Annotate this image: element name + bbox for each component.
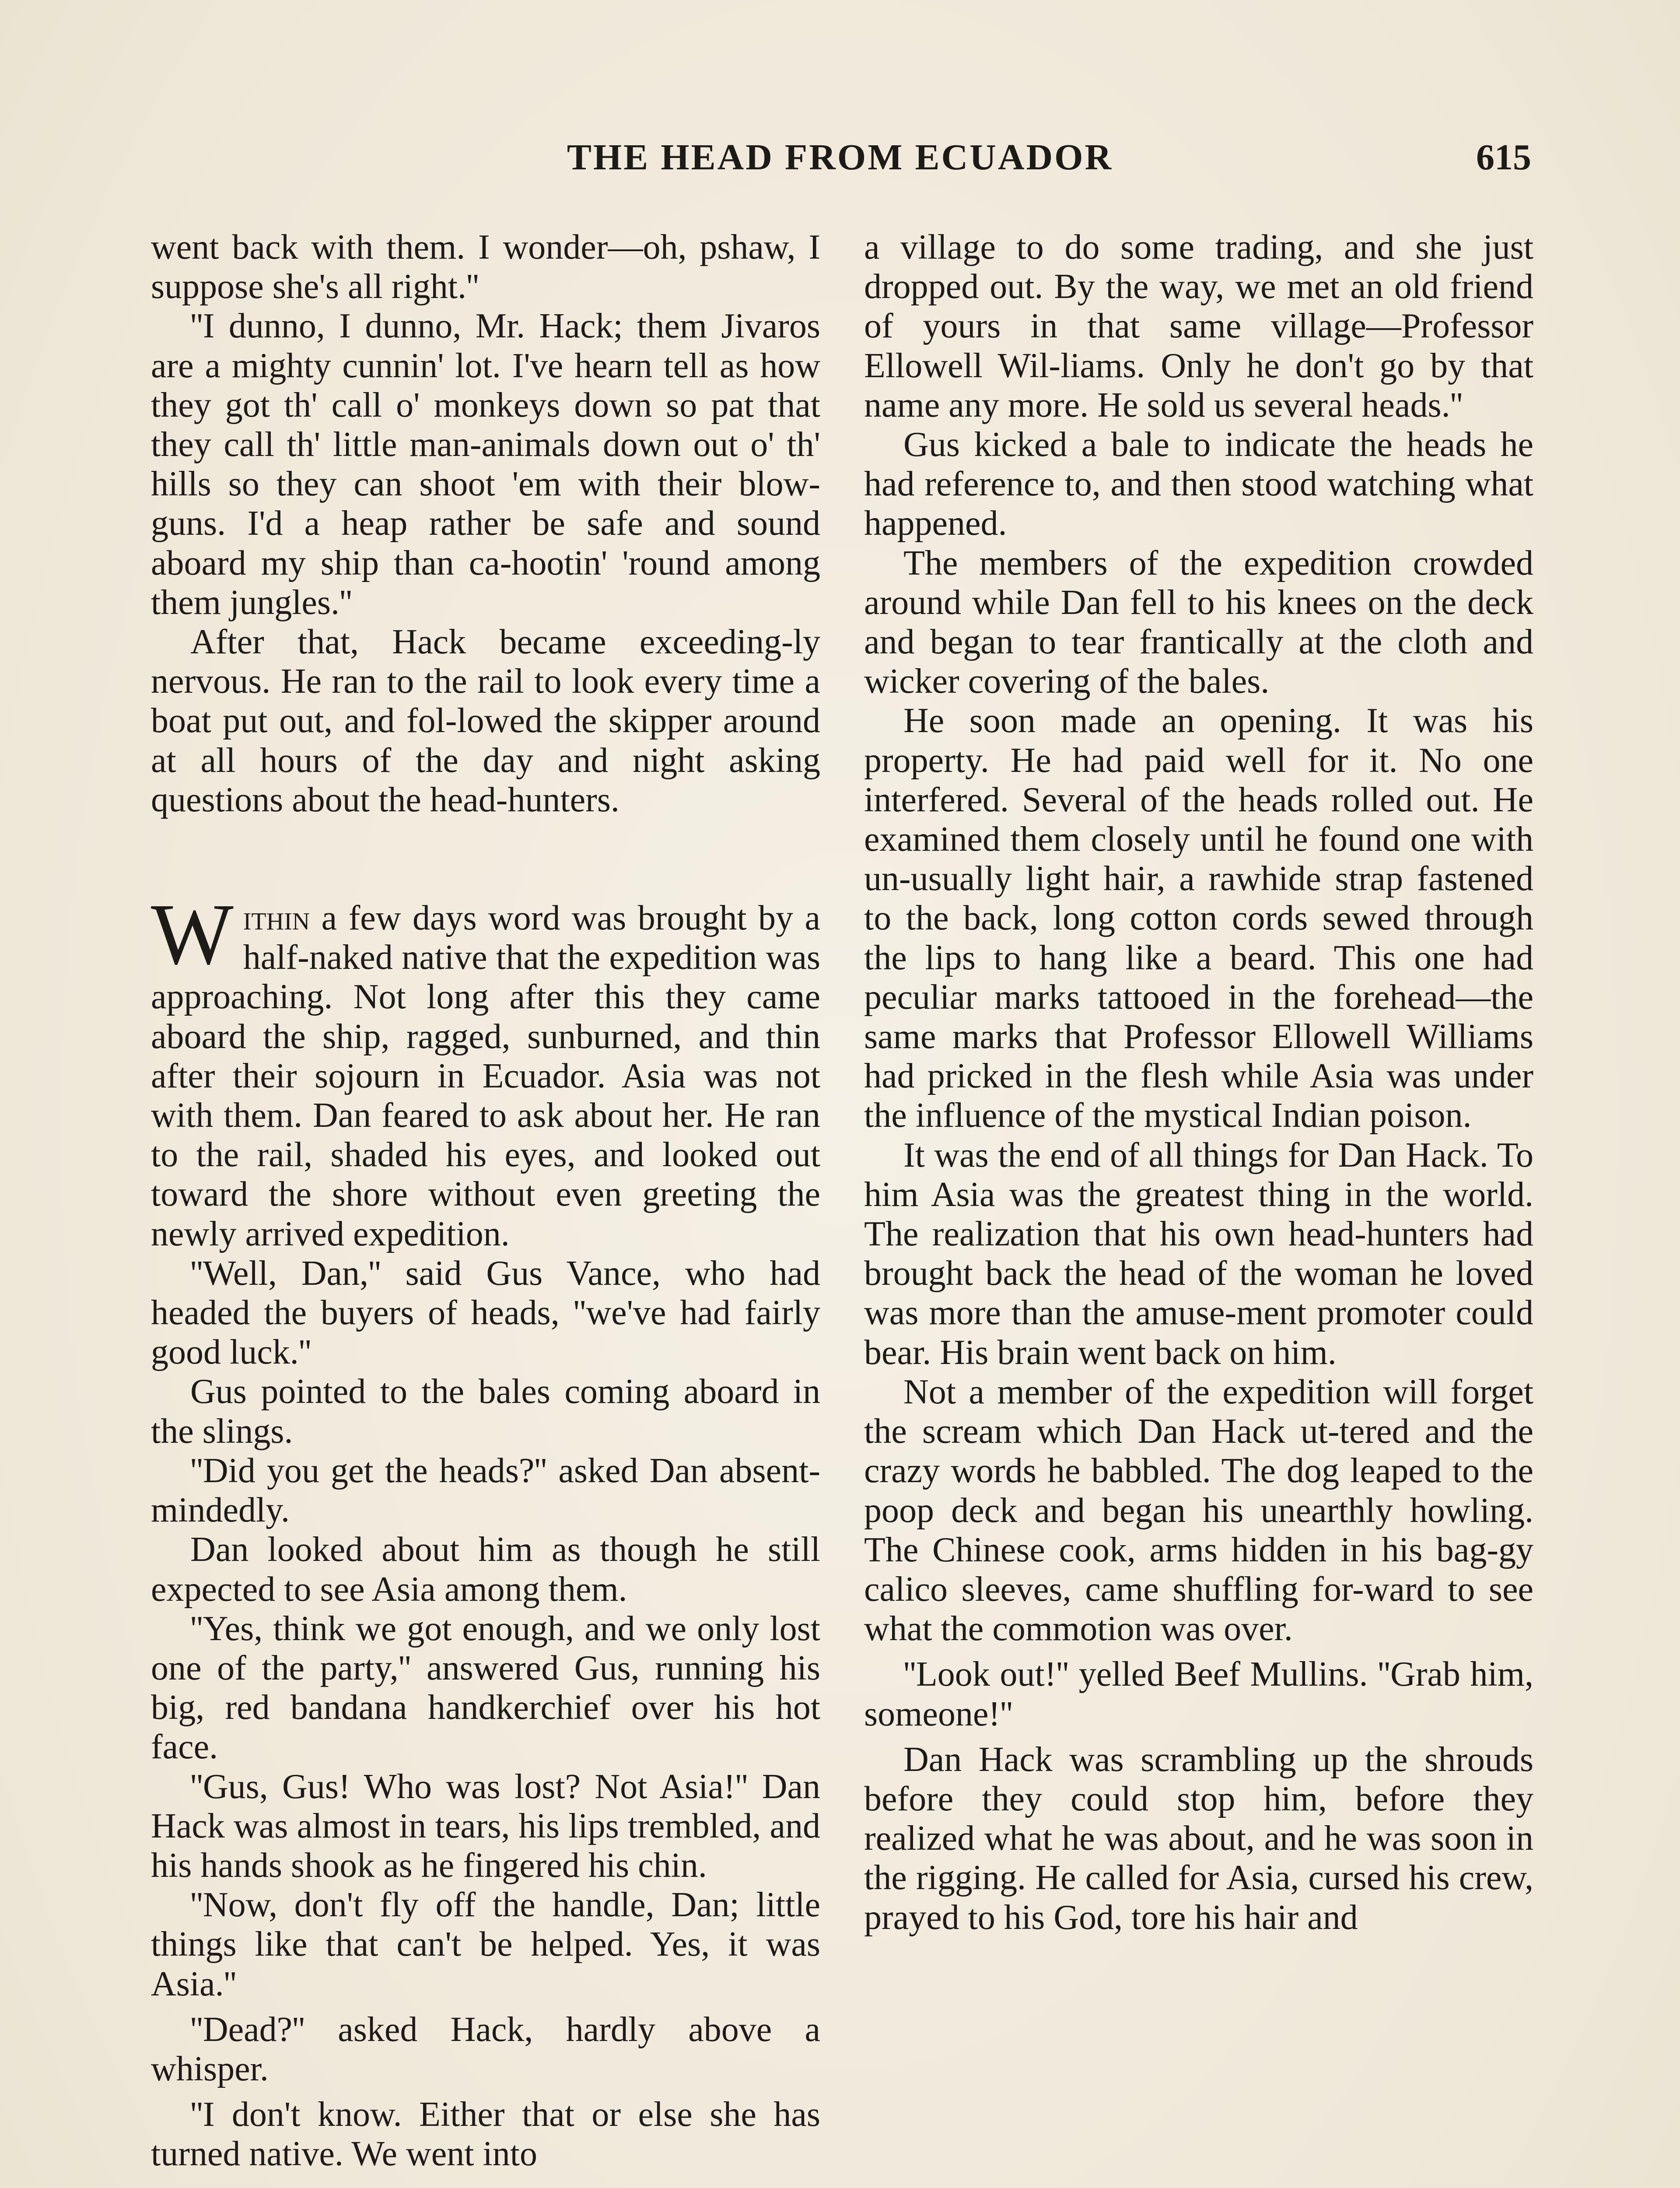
drop-cap: W: [151, 886, 234, 983]
small-caps-lead: ithin: [243, 899, 310, 938]
paragraph: ''Look out!'' yelled Beef Mullins. ''Grab him, someone!'': [864, 1655, 1533, 1733]
paragraph: Not a member of the expedition will forget the scream which Dan Hack ut-tered and the crazy words he babbled. The dog leaped to the poop deck and began his unearthly howling. The Chinese cook, arms hidden in his bag-gy calico sleeves, came shuffling for-ward to see what the commotion was over.: [864, 1372, 1533, 1648]
paragraph: Gus pointed to the bales coming aboard in the slings.: [151, 1372, 820, 1451]
paragraph: Dan looked about him as though he still expected to see Asia among them.: [151, 1530, 820, 1609]
paragraph: Gus kicked a bale to indicate the heads he had reference to, and then stood watching what happened.: [864, 425, 1533, 543]
paragraph: ''Dead?'' asked Hack, hardly above a whisper.: [151, 2010, 820, 2088]
page-header: [149, 131, 1531, 184]
paragraph: After that, Hack became exceeding-ly nervous. He ran to the rail to look every time a boat put out, and fol-lowed the skipper around at all hours of the day and night asking questions about the head-hunters.: [151, 623, 820, 819]
paragraph: ''Did you get the heads?'' asked Dan absent-mindedly.: [151, 1451, 820, 1530]
right-column: [864, 228, 1533, 1937]
paragraph: ''Yes, think we got enough, and we only lost one of the party,'' answered Gus, running his big, red bandana handkerchief over his hot face.: [151, 1609, 820, 1767]
paragraph: ''Well, Dan,'' said Gus Vance, who had headed the buyers of heads, ''we've had fairly good luck.'': [151, 1254, 820, 1372]
page-number: 615: [1476, 137, 1531, 178]
paragraph: Dan Hack was scrambling up the shrouds before they could stop him, before they realized what he was about, and he was soon in the rigging. He called for Asia, cursed his crew, prayed to his God, tore his hair and: [864, 1740, 1533, 1937]
paragraph: a village to do some trading, and she just dropped out. By the way, we met an old friend of yours in that same village—Professor Ellowell Wil-liams. Only he don't go by that name any more. He sold us several heads.'': [864, 228, 1533, 424]
running-title: THE HEAD FROM ECUADOR: [567, 137, 1113, 178]
paragraph: ''I don't know. Either that or else she has turned native. We went into: [151, 2095, 820, 2174]
paragraph: It was the end of all things for Dan Hack. To him Asia was the greatest thing in the world. The realization that his own head-hunters had brought back the head of the woman he loved was more than the amuse-ment promoter could bear. His brain went back on him.: [864, 1136, 1533, 1372]
paragraph: He soon made an opening. It was his property. He had paid well for it. No one interfered. Several of the heads rolled out. He examined them closely until he found one with un-usually light hair, a rawhide strap fastened to the back, long cotton cords sewed through the lips to hang like a beard. This one had peculiar marks tattooed in the forehead—the same marks that Professor Ellowell Williams had pricked in the flesh while Asia was under the influence of the mystical Indian poison.: [864, 701, 1533, 1135]
section-opening-paragraph: [151, 886, 821, 1254]
section-text: a few days word was brought by a half-naked native that the expedition was approaching. Not long after this they came aboard the ship, ragged, sunburned, and thin after their sojourn in Ecuador. Asia was not with them. Dan feared to ask about her. He ran to the rail, shaded his eyes, and looked out toward the shore without even greeting the newly arrived expedition.: [151, 899, 821, 1253]
left-column: [151, 228, 820, 2174]
paragraph: ''I dunno, I dunno, Mr. Hack; them Jivaros are a mighty cunnin' lot. I've hearn tell as how they got th' call o' monkeys down so pat that they call th' little man-animals down out o' th' hills so they can shoot 'em with their blow-guns. I'd a heap rather be safe and sound aboard my ship than ca-hootin' 'round among them jungles.'': [151, 307, 820, 622]
paragraph: went back with them. I wonder—oh, pshaw, I suppose she's all right.'': [151, 228, 820, 306]
paragraph: ''Gus, Gus! Who was lost? Not Asia!'' Dan Hack was almost in tears, his lips trembled, and his hands shook as he fingered his chin.: [151, 1767, 820, 1885]
paragraph: The members of the expedition crowded around while Dan fell to his knees on the deck and began to tear frantically at the cloth and wicker covering of the bales.: [864, 543, 1533, 701]
paragraph: ''Now, don't fly off the handle, Dan; little things like that can't be helped. Yes, it was Asia.'': [151, 1886, 820, 2003]
